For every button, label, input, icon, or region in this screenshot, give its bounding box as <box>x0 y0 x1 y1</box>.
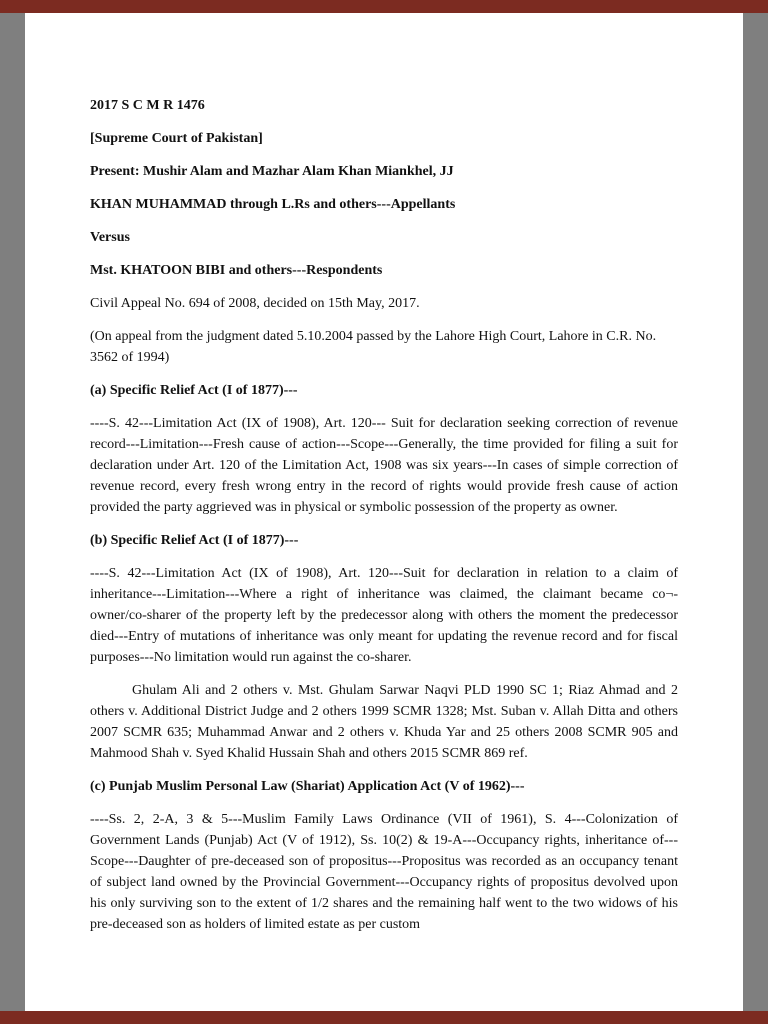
document-page <box>25 13 743 1011</box>
headnote-b-text: ----S. 42---Limitation Act (IX of 1908), Art. 120---Suit for declaration in relation to a claim of inheritance---Limitation---Where a right of inheritance was claimed, the claimant became co¬-owner/co-sharer of the property left by the predecessor along with others the moment the predecessor died---Entry of mutations of inheritance was only meant for updating the revenue record and for fiscal purposes---No limitation would run against the co-sharer. <box>90 566 678 665</box>
headnote-c-heading: (c) Punjab Muslim Personal Law (Shariat) Application Act (V of 1962)--- <box>90 779 525 794</box>
case-number-line: Civil Appeal No. 694 of 2008, decided on 15th May, 2017. <box>90 296 420 311</box>
appeal-origin-line: (On appeal from the judgment dated 5.10.2004 passed by the Lahore High Court, Lahore in C.R. No. 3562 of 1994) <box>90 329 657 365</box>
headnote-a-text: ----S. 42---Limitation Act (IX of 1908), Art. 120--- Suit for declaration seeking correction of revenue record---Limitation---Fresh cause of action---Scope---Generally, the time provided for filing a suit for declaration under Art. 120 of the Limitation Act, 1908 was six years---In cases of simple correction of revenue record, every fresh wrong entry in the record of rights would provide fresh cause of action provided the party aggrieved was in physical or symbolic possession of the property as owner. <box>90 416 678 515</box>
viewer-left-margin <box>0 13 25 1011</box>
respondents-line: Mst. KHATOON BIBI and others---Respondents <box>90 263 383 278</box>
viewer-right-margin <box>743 13 768 1011</box>
headnote-b-heading: (b) Specific Relief Act (I of 1877)--- <box>90 533 299 548</box>
viewer-bottom-bar <box>0 1011 768 1024</box>
appellants-line: KHAN MUHAMMAD through L.Rs and others---Appellants <box>90 197 456 212</box>
versus-line: Versus <box>90 230 130 245</box>
viewer-top-bar <box>0 0 768 13</box>
headnote-c-text: ----Ss. 2, 2-A, 3 & 5---Muslim Family Laws Ordinance (VII of 1961), S. 4---Colonization of Government Lands (Punjab) Act (V of 1912), Ss. 10(2) & 19-A---Occupancy rights, inheritance of---Scope---Daughter of pre-deceased son of propositus---Propositus was recorded as an occupancy tenant of subject land owned by the Provincial Government---Occupancy rights of propositus devolved upon his only surviving son to the extent of 1/2 shares and the remaining half went to the two widows of his pre-deceased son as holders of limited estate as per custom <box>90 812 678 932</box>
headnote-a-heading: (a) Specific Relief Act (I of 1877)--- <box>90 383 298 398</box>
bench-line: Present: Mushir Alam and Mazhar Alam Khan Miankhel, JJ <box>90 164 454 179</box>
cited-cases-paragraph: Ghulam Ali and 2 others v. Mst. Ghulam Sarwar Naqvi PLD 1990 SC 1; Riaz Ahmad and 2 others v. Additional District Judge and 2 others 1999 SCMR 1328; Mst. Suban v. Allah Ditta and others 2007 SCMR 635; Muhammad Anwar and 2 others v. Khuda Yar and 25 others 2008 SCMR 905 and Mahmood Shah v. Syed Khalid Hussain Shah and others 2015 SCMR 869 ref. <box>90 683 678 761</box>
court-name: [Supreme Court of Pakistan] <box>90 131 263 146</box>
citation-number: 2017 S C M R 1476 <box>90 98 205 113</box>
